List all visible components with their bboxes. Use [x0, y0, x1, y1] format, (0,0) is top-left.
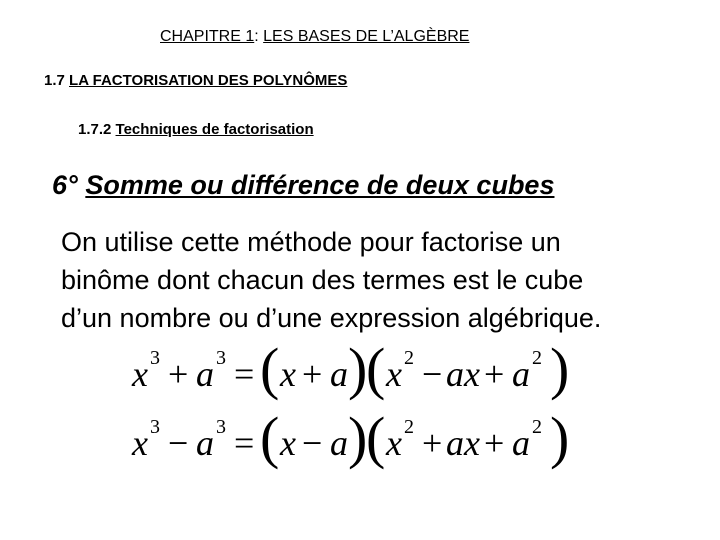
section-name: LA FACTORISATION DES POLYNÔMES — [69, 72, 348, 89]
intro-line: On utilise cette méthode pour factorise un — [61, 227, 561, 257]
formula-var-x: x — [386, 423, 402, 463]
formula-var-a: a — [512, 354, 530, 394]
formula-var-x: x — [280, 354, 296, 394]
formula-term-ax: ax — [446, 423, 480, 463]
subsection-number: 1.7.2 — [78, 121, 116, 138]
formula-var-x: x — [386, 354, 402, 394]
intro-line: binôme dont chacun des termes est le cube — [61, 265, 584, 295]
formula-operator: − — [422, 354, 443, 394]
formula-exponent: 3 — [150, 416, 160, 438]
formula-operator: + — [302, 354, 323, 394]
formula-var-x: x — [132, 423, 148, 463]
formula-var-a: a — [196, 423, 214, 463]
formula-var-a: a — [512, 423, 530, 463]
chapter-separator: : — [254, 28, 264, 45]
formula-paren-close: ) — [550, 405, 570, 470]
subsection-title — [78, 121, 314, 138]
formula-var-x: x — [280, 423, 296, 463]
formula-exponent: 2 — [404, 416, 414, 438]
chapter-title — [160, 28, 469, 46]
formula-operator: − — [302, 423, 323, 463]
formula-operator: + — [168, 354, 189, 394]
formula-exponent: 3 — [216, 347, 226, 369]
method-heading — [52, 170, 554, 201]
subsection-name: Techniques de factorisation — [115, 121, 314, 138]
formula-exponent: 3 — [150, 347, 160, 369]
method-number: 6° — [52, 170, 86, 200]
formula-paren-open: ( — [366, 405, 386, 470]
formula-var-a: a — [330, 423, 348, 463]
formula-paren-open: ( — [366, 336, 386, 401]
chapter-name: LES BASES DE L’ALGÈBRE — [263, 28, 470, 45]
method-title: Somme ou différence de deux cubes — [85, 170, 555, 200]
intro-line: d’un nombre ou d’une expression algébrique. — [61, 303, 602, 333]
section-number: 1.7 — [44, 72, 70, 89]
formula-operator: + — [484, 423, 505, 463]
formula-equals: = — [234, 423, 255, 463]
formula-exponent: 2 — [532, 416, 542, 438]
formula-var-a: a — [330, 354, 348, 394]
formula-exponent: 3 — [216, 416, 226, 438]
chapter-label: CHAPITRE 1 — [160, 28, 255, 45]
formula-paren-close: ) — [348, 405, 368, 470]
formula-operator: + — [484, 354, 505, 394]
formula-operator: − — [168, 423, 189, 463]
formula-paren-close: ) — [550, 336, 570, 401]
formula-equals: = — [234, 354, 255, 394]
formula-exponent: 2 — [532, 347, 542, 369]
formula-paren-open: ( — [260, 336, 280, 401]
formula-paren-open: ( — [260, 405, 280, 470]
formula-var-a: a — [196, 354, 214, 394]
formula-exponent: 2 — [404, 347, 414, 369]
formula-var-x: x — [132, 354, 148, 394]
section-title — [44, 72, 347, 89]
formula-paren-close: ) — [348, 336, 368, 401]
intro-paragraph — [61, 223, 711, 337]
formula-term-ax: ax — [446, 354, 480, 394]
formula-operator: + — [422, 423, 443, 463]
